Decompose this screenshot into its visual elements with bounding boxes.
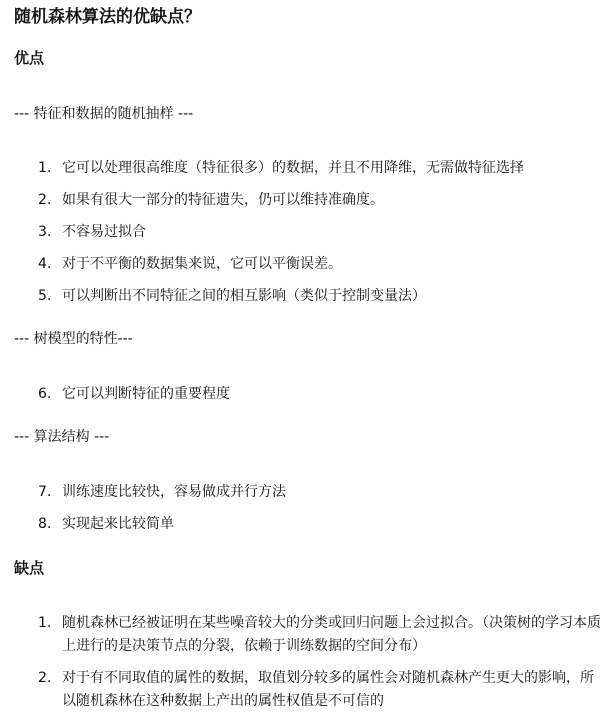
list-item-text: 随机森林已经被证明在某些噪音较大的分类或回归问题上会过拟合。（决策树的学习本质上进行的是决策节点的分裂，依赖于训练数据的空间分布）	[62, 615, 601, 654]
list-item-text: 不容易过拟合	[62, 224, 146, 240]
list-item-text: 如果有很大一部分的特征遗失，仍可以维持准确度。	[62, 192, 384, 208]
list-item-text: 对于有不同取值的属性的数据，取值划分较多的属性会对随机森林产生更大的影响，所以随机森林在这种数据上产出的属性权值是不可信的	[62, 670, 594, 709]
list-item	[38, 481, 604, 504]
list-item	[38, 667, 604, 713]
list-item	[38, 157, 604, 180]
cons-heading: 缺点	[14, 559, 45, 577]
list-item	[38, 285, 604, 308]
list-item	[38, 189, 604, 212]
page-title: 随机森林算法的优缺点？	[14, 7, 201, 27]
list-item-number: 5.	[38, 288, 52, 304]
list-item-text: 对于不平衡的数据集来说，它可以平衡误差。	[62, 256, 342, 272]
list-item-text: 实现起来比较简单	[62, 516, 174, 532]
list-item-number: 1.	[38, 615, 52, 631]
list-item-text: 可以判断出不同特征之间的相互影响（类似于控制变量法）	[62, 288, 426, 304]
list-item	[38, 383, 604, 406]
pros-group-label: --- 树模型的特性---	[14, 331, 133, 347]
list-item-number: 4.	[38, 256, 52, 272]
list-item	[38, 221, 604, 244]
list-item	[38, 612, 604, 658]
list-item-number: 7.	[38, 484, 52, 500]
list-item-text: 训练速度比较快，容易做成并行方法	[62, 484, 286, 500]
list-item-text: 它可以判断特征的重要程度	[62, 386, 230, 402]
pros-group-label: --- 特征和数据的随机抽样 ---	[14, 106, 194, 122]
list-item-text: 它可以处理很高维度（特征很多）的数据，并且不用降维，无需做特征选择	[62, 160, 524, 176]
list-item-number: 2.	[38, 192, 52, 208]
list-item-number: 1.	[38, 160, 52, 176]
pros-group-label: --- 算法结构 ---	[14, 429, 110, 445]
list-item-number: 6.	[38, 386, 52, 402]
list-item	[38, 513, 604, 536]
list-item	[38, 253, 604, 276]
list-item-number: 2.	[38, 670, 52, 686]
list-item-number: 3.	[38, 224, 52, 240]
pros-heading: 优点	[14, 49, 45, 67]
list-item-number: 8.	[38, 516, 52, 532]
